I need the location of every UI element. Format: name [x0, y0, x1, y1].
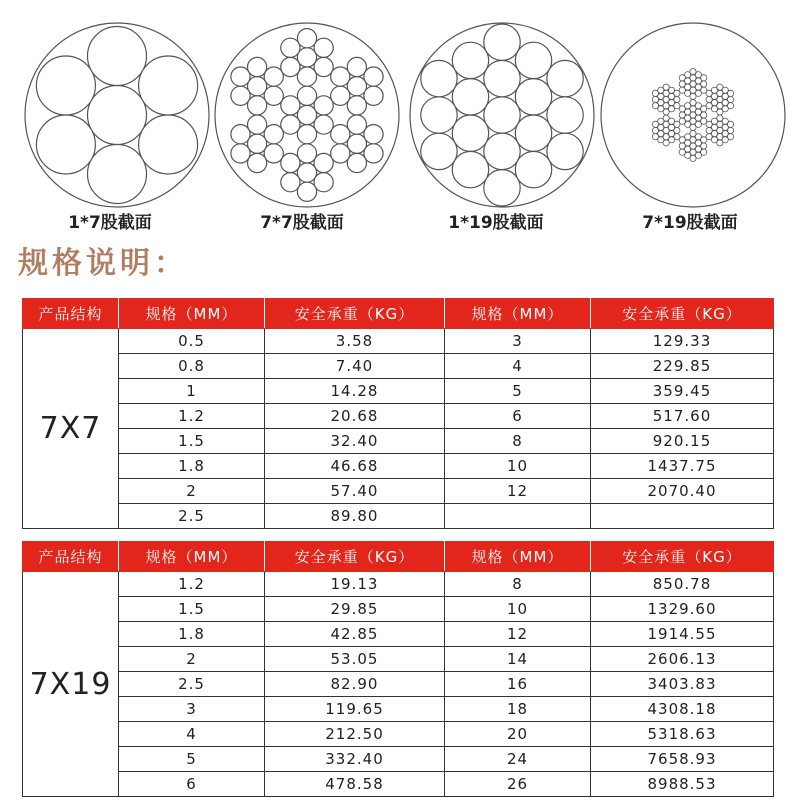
spec-cell: 2 — [119, 647, 265, 672]
spec-cell: 1.8 — [119, 622, 265, 647]
wire — [668, 137, 674, 143]
table-row — [23, 429, 774, 454]
header-load-2: 安全承重（KG） — [591, 542, 774, 572]
wire — [695, 152, 701, 158]
wire — [314, 38, 333, 57]
spec-cell: 0.5 — [119, 329, 265, 354]
spec-table-7x19 — [22, 541, 774, 797]
wire — [722, 137, 728, 143]
load-cell: 89.80 — [265, 504, 445, 529]
load-cell: 20.68 — [265, 404, 445, 429]
spec-cell: 1 — [119, 379, 265, 404]
spec-cell-2: 12 — [445, 479, 591, 504]
load-cell-2: 920.15 — [591, 429, 774, 454]
wire — [652, 96, 658, 102]
wire — [297, 144, 316, 163]
wire — [484, 97, 520, 133]
load-cell-2: 2070.40 — [591, 479, 774, 504]
wire — [515, 115, 551, 151]
load-cell: 57.40 — [265, 479, 445, 504]
load-cell: 46.68 — [265, 454, 445, 479]
load-cell: 53.05 — [265, 647, 445, 672]
wire — [706, 103, 712, 109]
load-cell: 478.58 — [265, 772, 445, 797]
load-cell-2 — [591, 504, 774, 529]
wire — [88, 145, 147, 204]
wire — [231, 67, 250, 86]
header-spec-2: 规格（MM） — [445, 299, 591, 329]
wire — [281, 153, 300, 172]
load-cell-2: 359.45 — [591, 379, 774, 404]
table-row — [23, 454, 774, 479]
wire — [364, 144, 383, 163]
wire — [484, 24, 520, 60]
wire — [547, 133, 583, 169]
wire — [706, 127, 712, 133]
section-1x7-diagram — [22, 20, 212, 210]
header-spec: 规格（MM） — [119, 542, 265, 572]
wire — [701, 81, 707, 87]
table-row — [23, 597, 774, 622]
wire — [679, 112, 685, 118]
spec-cell-2: 5 — [445, 379, 591, 404]
wire — [652, 103, 658, 109]
load-cell: 29.85 — [265, 597, 445, 622]
wire — [452, 151, 488, 187]
spec-cell: 6 — [119, 772, 265, 797]
spec-cell-2: 26 — [445, 772, 591, 797]
section-1x7-caption: 1*7股截面 — [68, 213, 152, 233]
wire — [314, 57, 333, 76]
load-cell-2: 4308.18 — [591, 697, 774, 722]
wire — [231, 86, 250, 105]
spec-cell: 2 — [119, 479, 265, 504]
load-cell: 3.58 — [265, 329, 445, 354]
wire — [452, 79, 488, 115]
wire — [364, 125, 383, 144]
table-row — [23, 747, 774, 772]
wire — [231, 125, 250, 144]
wire — [314, 96, 333, 115]
table-header-row — [23, 542, 774, 572]
section-7x7-caption: 7*7股截面 — [260, 213, 344, 233]
wire — [722, 106, 728, 112]
wire — [248, 96, 267, 115]
wire — [484, 133, 520, 169]
wire — [297, 125, 316, 144]
wire — [231, 144, 250, 163]
wire — [281, 57, 300, 76]
wire — [347, 57, 366, 76]
wire — [701, 112, 707, 118]
load-cell-2: 1329.60 — [591, 597, 774, 622]
wire — [248, 134, 267, 153]
wire — [248, 57, 267, 76]
table-row — [23, 504, 774, 529]
section-7x19-diagram — [598, 20, 788, 210]
spec-cell-2: 4 — [445, 354, 591, 379]
wire — [248, 77, 267, 96]
load-cell: 212.50 — [265, 722, 445, 747]
wire — [331, 86, 350, 105]
spec-cell: 5 — [119, 747, 265, 772]
wire — [297, 48, 316, 67]
section-1x19-caption: 1*19股截面 — [448, 213, 544, 233]
table-row — [23, 329, 774, 354]
spec-cell-2 — [445, 504, 591, 529]
table-row — [23, 722, 774, 747]
wire — [452, 42, 488, 78]
wire — [331, 144, 350, 163]
wire — [706, 134, 712, 140]
load-cell: 332.40 — [265, 747, 445, 772]
spec-cell-2: 8 — [445, 572, 591, 597]
load-cell: 82.90 — [265, 672, 445, 697]
wire — [331, 125, 350, 144]
load-cell: 119.65 — [265, 697, 445, 722]
spec-cell-2: 18 — [445, 697, 591, 722]
wire — [652, 134, 658, 140]
header-structure: 产品结构 — [23, 542, 119, 572]
header-spec-2: 规格（MM） — [445, 542, 591, 572]
wire — [281, 38, 300, 57]
table-row — [23, 354, 774, 379]
load-cell-2: 8988.53 — [591, 772, 774, 797]
spec-cell: 1.5 — [119, 429, 265, 454]
header-structure: 产品结构 — [23, 299, 119, 329]
spec-cell: 1.2 — [119, 404, 265, 429]
wire — [264, 86, 283, 105]
load-cell: 19.13 — [265, 572, 445, 597]
wire — [421, 133, 457, 169]
wire — [314, 173, 333, 192]
load-cell: 32.40 — [265, 429, 445, 454]
load-cell-2: 5318.63 — [591, 722, 774, 747]
wire — [515, 42, 551, 78]
wire — [281, 173, 300, 192]
header-load: 安全承重（KG） — [265, 542, 445, 572]
spec-cell-2: 8 — [445, 429, 591, 454]
structure-cell: 7X7 — [23, 329, 119, 529]
wire — [281, 115, 300, 134]
wire — [347, 115, 366, 134]
wire — [421, 60, 457, 96]
section-1x19-diagram — [407, 20, 597, 210]
spec-cell-2: 10 — [445, 454, 591, 479]
wire — [679, 149, 685, 155]
load-cell: 42.85 — [265, 622, 445, 647]
wire — [347, 153, 366, 172]
wire — [139, 115, 198, 174]
spec-title-text: 规格说明： — [18, 246, 188, 281]
spec-title — [18, 238, 188, 282]
table-row — [23, 572, 774, 597]
wire — [547, 60, 583, 96]
table-row — [23, 379, 774, 404]
wire — [452, 115, 488, 151]
header-load-2: 安全承重（KG） — [591, 299, 774, 329]
spec-cell: 2.5 — [119, 672, 265, 697]
spec-cell: 3 — [119, 697, 265, 722]
load-cell-2: 3403.83 — [591, 672, 774, 697]
spec-cell-2: 6 — [445, 404, 591, 429]
spec-cell-2: 20 — [445, 722, 591, 747]
table-row — [23, 647, 774, 672]
cross-section-diagrams — [0, 0, 800, 240]
wire — [679, 87, 685, 93]
spec-cell-2: 14 — [445, 647, 591, 672]
wire — [727, 127, 733, 133]
load-cell-2: 1914.55 — [591, 622, 774, 647]
load-cell-2: 1437.75 — [591, 454, 774, 479]
wire — [515, 79, 551, 115]
wire — [297, 86, 316, 105]
wire — [314, 153, 333, 172]
wire — [484, 60, 520, 96]
load-cell-2: 7658.93 — [591, 747, 774, 772]
wire — [364, 86, 383, 105]
load-cell-2: 850.78 — [591, 572, 774, 597]
wire — [515, 151, 551, 187]
spec-cell: 1.2 — [119, 572, 265, 597]
wire — [297, 105, 316, 124]
load-cell-2: 2606.13 — [591, 647, 774, 672]
wire — [652, 127, 658, 133]
wire — [88, 27, 147, 86]
wire — [674, 127, 680, 133]
spec-cell: 1.5 — [119, 597, 265, 622]
wire — [36, 115, 95, 174]
wire — [36, 56, 95, 115]
load-cell: 7.40 — [265, 354, 445, 379]
wire — [264, 67, 283, 86]
wire — [314, 115, 333, 134]
wire — [421, 97, 457, 133]
section-7x7-diagram — [212, 20, 402, 210]
wire — [264, 144, 283, 163]
wire — [701, 143, 707, 149]
wire — [547, 97, 583, 133]
wire — [679, 143, 685, 149]
spec-cell-2: 24 — [445, 747, 591, 772]
wire — [281, 96, 300, 115]
load-cell-2: 517.60 — [591, 404, 774, 429]
wire — [727, 90, 733, 96]
spec-cell: 4 — [119, 722, 265, 747]
spec-cell: 0.8 — [119, 354, 265, 379]
wire — [484, 170, 520, 206]
load-cell: 14.28 — [265, 379, 445, 404]
table-row — [23, 772, 774, 797]
table-row — [23, 404, 774, 429]
structure-cell: 7X19 — [23, 572, 119, 797]
wire — [727, 121, 733, 127]
wire — [297, 163, 316, 182]
wire — [297, 182, 316, 201]
wire — [668, 106, 674, 112]
wire — [248, 115, 267, 134]
spec-cell-2: 16 — [445, 672, 591, 697]
spec-cell: 2.5 — [119, 504, 265, 529]
table-row — [23, 697, 774, 722]
spec-cell-2: 3 — [445, 329, 591, 354]
wire — [674, 121, 680, 127]
load-cell-2: 129.33 — [591, 329, 774, 354]
wire — [88, 86, 147, 145]
wire — [727, 96, 733, 102]
section-7x19-caption: 7*19股截面 — [642, 213, 738, 233]
wire — [701, 75, 707, 81]
wire — [364, 67, 383, 86]
table-row — [23, 479, 774, 504]
wire — [674, 96, 680, 102]
wire — [695, 90, 701, 96]
table-header-row — [23, 299, 774, 329]
table-row — [23, 622, 774, 647]
wire — [679, 81, 685, 87]
spec-table-7x7 — [22, 298, 774, 529]
table-row — [23, 672, 774, 697]
wire — [331, 67, 350, 86]
spec-cell: 1.8 — [119, 454, 265, 479]
wire — [248, 153, 267, 172]
wire — [297, 67, 316, 86]
wire — [139, 56, 198, 115]
spec-cell-2: 10 — [445, 597, 591, 622]
load-cell-2: 229.85 — [591, 354, 774, 379]
header-spec: 规格（MM） — [119, 299, 265, 329]
wire — [695, 121, 701, 127]
header-load: 安全承重（KG） — [265, 299, 445, 329]
wire — [347, 96, 366, 115]
wire — [347, 77, 366, 96]
wire — [297, 29, 316, 48]
wire — [347, 134, 366, 153]
wire — [264, 125, 283, 144]
spec-cell-2: 12 — [445, 622, 591, 647]
wire — [706, 96, 712, 102]
